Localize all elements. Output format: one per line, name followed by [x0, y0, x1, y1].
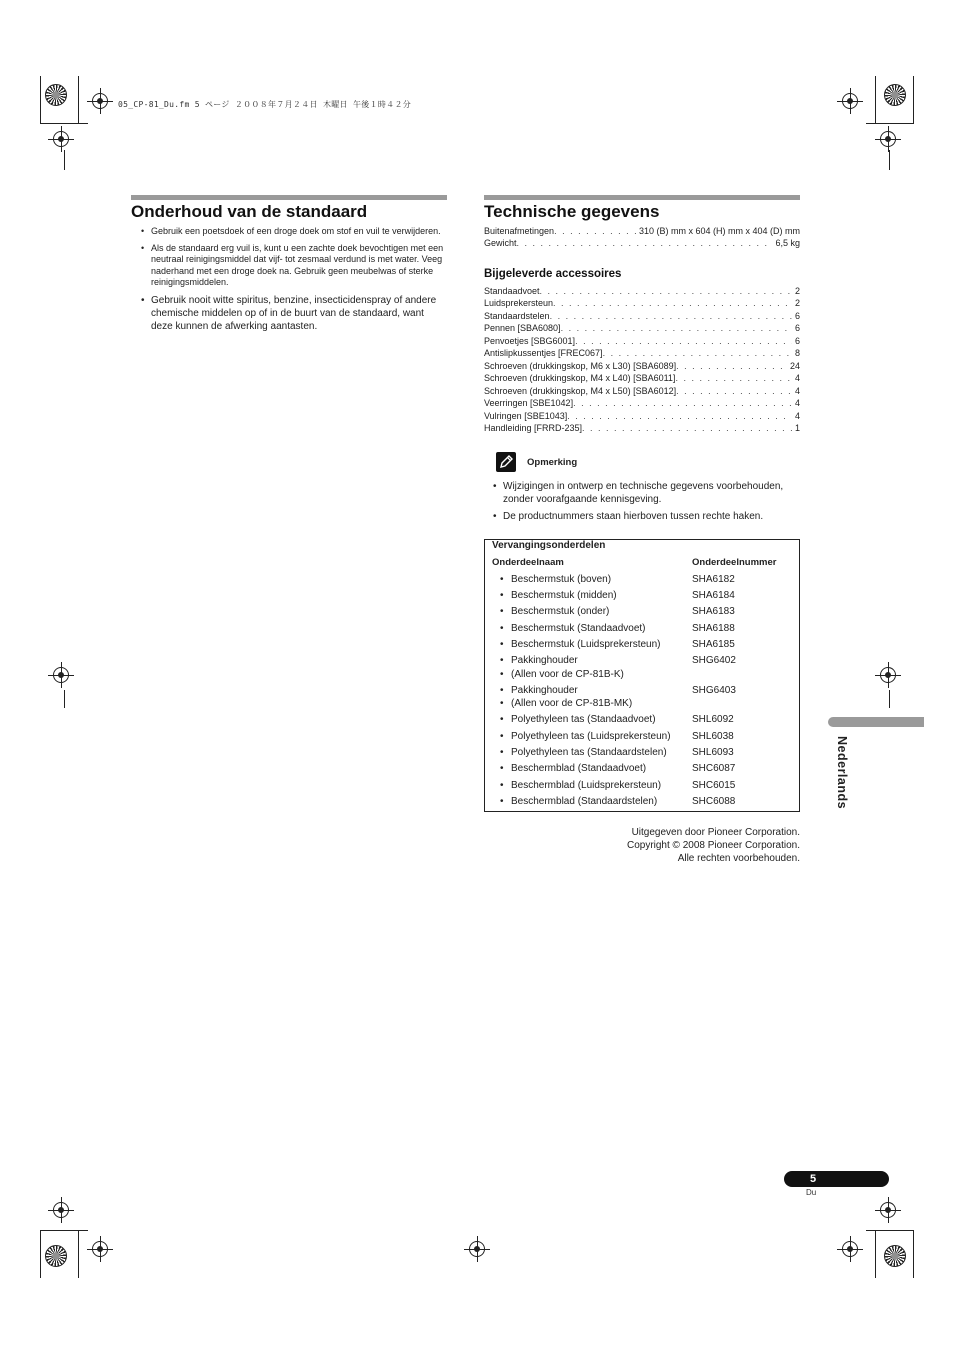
- accessories-title: Bijgeleverde accessoires: [484, 268, 622, 280]
- parts-title: Vervangingsonderdelen: [492, 540, 606, 551]
- accessory-row: Veerringen [SBE1042] . . . 4: [484, 397, 800, 410]
- accessory-row: Standaardstelen . . . 6: [484, 310, 800, 323]
- accessory-row: Pennen [SBA6080] . . . 6: [484, 322, 800, 335]
- crosshair-icon: [53, 667, 69, 683]
- accessory-row: Luidsprekersteun . . . 2: [484, 297, 800, 310]
- crosshair-icon: [469, 1241, 485, 1257]
- accessory-row: Handleiding [FRRD-235] . . . 1: [484, 422, 800, 435]
- file-header: 05_CP-81_Du.fm 5 ページ ２００８年７月２４日 木曜日 午後１時４２分: [118, 100, 412, 109]
- section-bar: [131, 195, 447, 200]
- page-number: 5: [784, 1171, 889, 1187]
- accessory-row: Vulringen [SBE1043] . . . 4: [484, 410, 800, 423]
- language-tab-label: Nederlands: [835, 736, 849, 810]
- note-list: [485, 480, 800, 528]
- accessory-row: Penvoetjes [SBG6001] . . . 6: [484, 335, 800, 348]
- crosshair-icon: [842, 93, 858, 109]
- crosshair-icon: [53, 131, 69, 147]
- spec-row: Gewicht . . . 6,5 kg: [484, 237, 800, 250]
- accessory-row: Schroeven (drukkingskop, M4 x L40) [SBA6011] . . . 4: [484, 372, 800, 385]
- crosshair-icon: [880, 1202, 896, 1218]
- note-label: Opmerking: [527, 457, 578, 468]
- list-item: • Gebruik nooit witte spiritus, benzine, insecticidenspray of andere chemische middelen op of in de buurt van de standaard, want deze kunnen de afwerking aantasten.: [133, 294, 448, 333]
- crosshair-icon: [880, 131, 896, 147]
- registration-target-icon: [884, 84, 906, 106]
- parts-col-name: Onderdeelnaam: [492, 557, 564, 568]
- crosshair-icon: [842, 1241, 858, 1257]
- crosshair-icon: [53, 1202, 69, 1218]
- crosshair-icon: [880, 667, 896, 683]
- language-tab-bar: [828, 717, 924, 727]
- parts-col-number: Onderdeelnummer: [692, 557, 777, 568]
- crosshair-icon: [92, 1241, 108, 1257]
- page-language-code: Du: [806, 1188, 817, 1197]
- registration-target-icon: [45, 1245, 67, 1267]
- registration-target-icon: [45, 84, 67, 106]
- accessory-row: Schroeven (drukkingskop, M6 x L30) [SBA6089] . . . 24: [484, 360, 800, 373]
- maintenance-list: [133, 226, 448, 338]
- accessory-row: Standaadvoet . . . 2: [484, 285, 800, 298]
- accessory-row: Schroeven (drukkingskop, M4 x L50) [SBA6012] . . . 4: [484, 385, 800, 398]
- specs-title: Technische gegevens: [484, 202, 660, 221]
- spec-row: Buitenafmetingen . . . 310 (B) mm x 604 (H) mm x 404 (D) mm: [484, 225, 800, 238]
- publisher-footer: Uitgegeven door Pioneer Corporation. Copyright © 2008 Pioneer Corporation. Alle rechten voorbehouden.: [626, 827, 800, 864]
- section-bar: [484, 195, 800, 200]
- crosshair-icon: [92, 93, 108, 109]
- registration-target-icon: [884, 1245, 906, 1267]
- list-item: • De productnummers staan hierboven tussen rechte haken.: [485, 510, 800, 523]
- list-item: • Als de standaard erg vuil is, kunt u een zachte doek bevochtigen met een neutraal reinigingsmiddel dat vijf- tot zesmaal verdund is met water. Veeg naderhand met een droge doek na. Gebruik geen meubelwas of sterke reinigingsmiddelen.: [133, 243, 448, 289]
- maintenance-title: Onderhoud van de standaard: [131, 202, 368, 221]
- accessory-row: Antislipkussentjes [FREC067] . . . 8: [484, 347, 800, 360]
- pencil-note-icon: [496, 452, 516, 472]
- list-item: • Wijzigingen in ontwerp en technische gegevens voorbehouden, zonder voorafgaande kennisgeving.: [485, 480, 800, 506]
- list-item: • Gebruik een poetsdoek of een droge doek om stof en vuil te verwijderen.: [133, 226, 448, 238]
